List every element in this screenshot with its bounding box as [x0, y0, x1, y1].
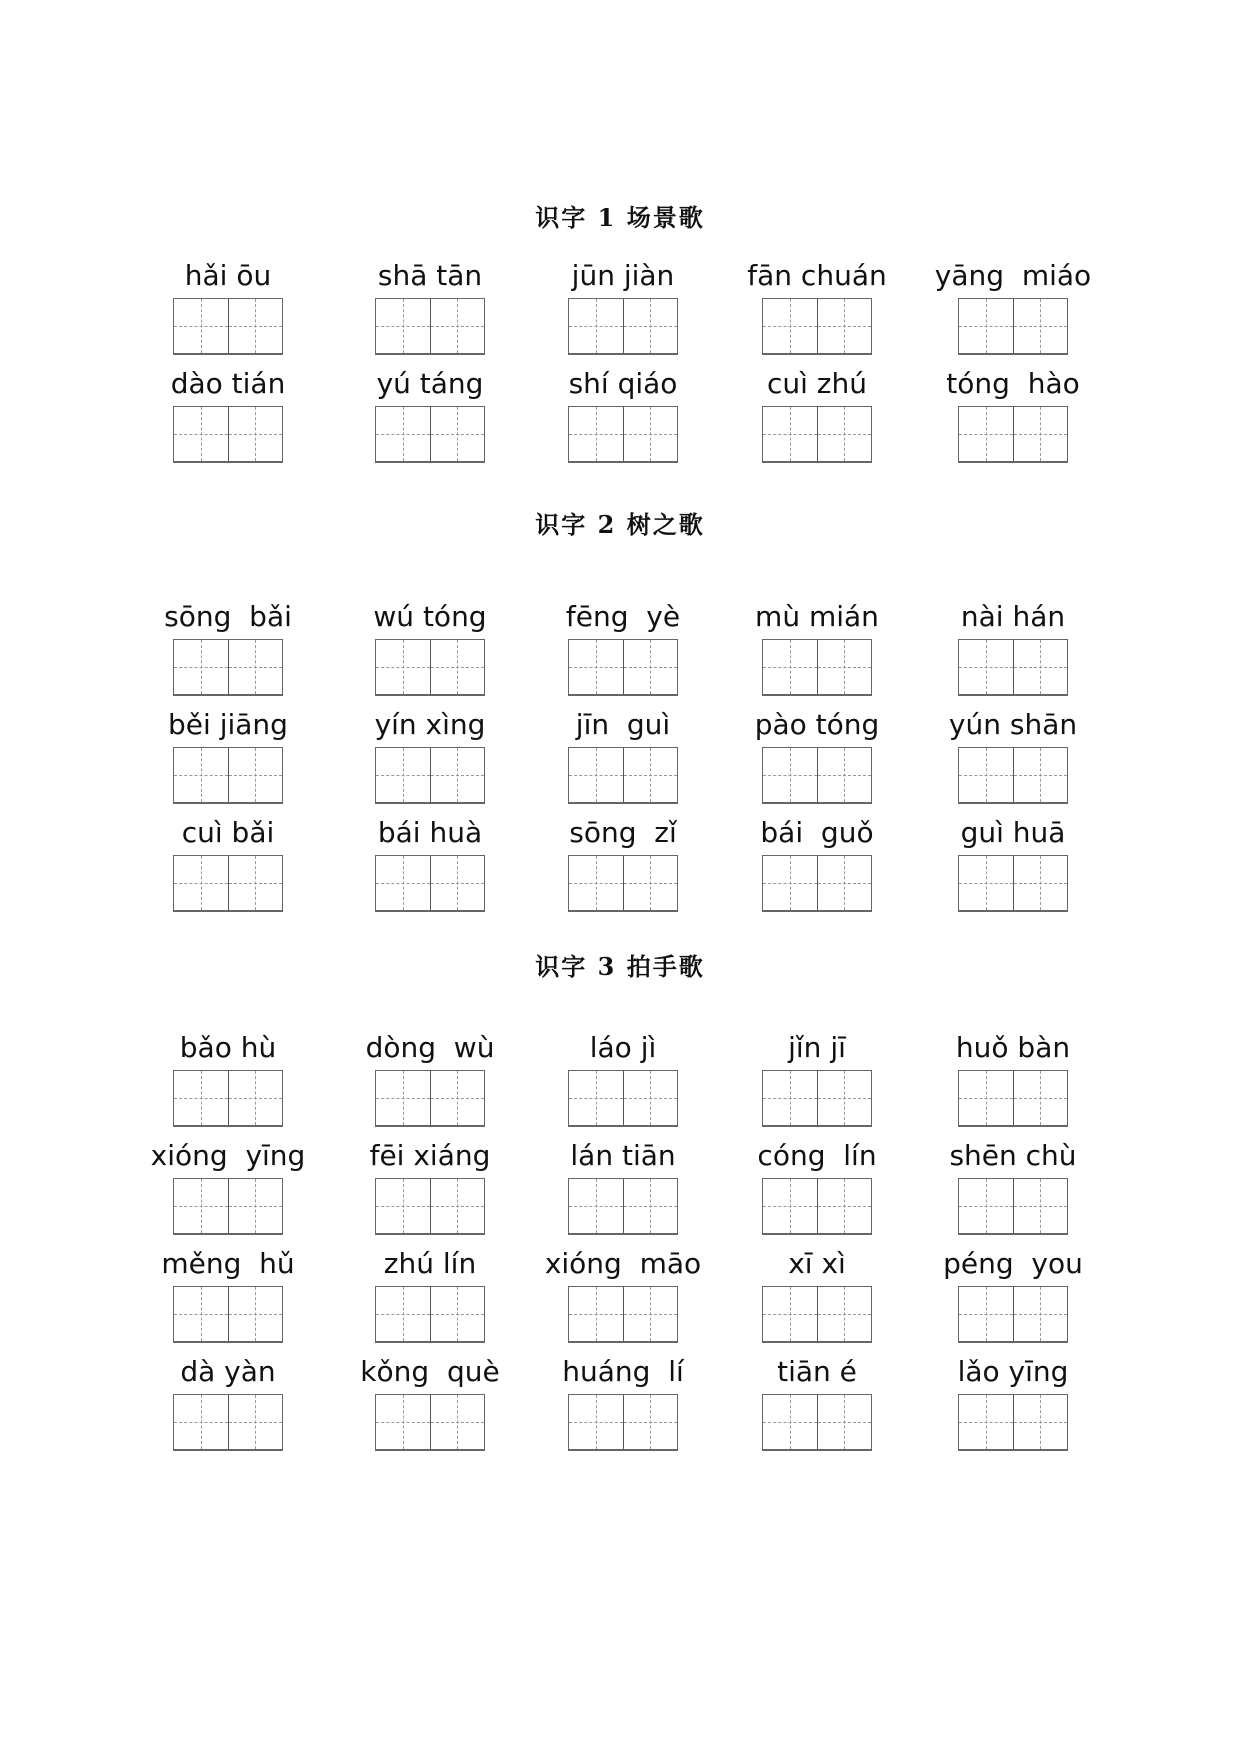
tianzige-cell[interactable]	[430, 1071, 485, 1125]
tianzige-cell[interactable]	[376, 1071, 430, 1125]
tianzige-cell[interactable]	[959, 748, 1013, 802]
tianzige-cell[interactable]	[1013, 640, 1068, 694]
pinyin-label: nài hán	[960, 600, 1066, 633]
writing-grid-box[interactable]	[173, 406, 283, 463]
tianzige-cell[interactable]	[1013, 1179, 1068, 1233]
pinyin-label: mù mián	[755, 600, 879, 633]
tianzige-cell[interactable]	[763, 407, 817, 461]
tianzige-cell[interactable]	[174, 640, 228, 694]
tianzige-cell[interactable]	[959, 1395, 1013, 1449]
tianzige-cell[interactable]	[763, 299, 817, 353]
pinyin-label: lǎo yīng	[957, 1355, 1069, 1388]
pinyin-label: cuì bǎi	[181, 816, 275, 849]
tianzige-cell[interactable]	[569, 1179, 623, 1233]
writing-grid-box[interactable]	[568, 406, 678, 463]
writing-grid-box[interactable]	[568, 639, 678, 696]
tianzige-cell[interactable]	[569, 748, 623, 802]
pinyin-label: měng hǔ	[161, 1247, 295, 1280]
writing-grid-box[interactable]	[568, 1178, 678, 1235]
pinyin-label: láo jì	[589, 1031, 657, 1064]
writing-grid-box[interactable]	[173, 1070, 283, 1127]
tianzige-cell[interactable]	[569, 640, 623, 694]
tianzige-cell[interactable]	[763, 856, 817, 910]
tianzige-cell[interactable]	[430, 1179, 485, 1233]
tianzige-cell[interactable]	[959, 1287, 1013, 1341]
tianzige-cell[interactable]	[430, 856, 485, 910]
pinyin-label: hǎi ōu	[184, 259, 272, 292]
pinyin-label: fēi xiáng	[369, 1139, 491, 1172]
pinyin-label: tóng hào	[946, 367, 1080, 400]
tianzige-cell[interactable]	[959, 640, 1013, 694]
pinyin-label: jūn jiàn	[571, 259, 675, 292]
writing-grid-box[interactable]	[762, 1394, 872, 1451]
tianzige-cell[interactable]	[623, 1179, 678, 1233]
pinyin-label: cóng lín	[757, 1139, 877, 1172]
tianzige-cell[interactable]	[174, 1179, 228, 1233]
tianzige-cell[interactable]	[376, 1179, 430, 1233]
pinyin-label: dòng wù	[365, 1031, 495, 1064]
pinyin-label: shā tān	[377, 259, 483, 292]
tianzige-cell[interactable]	[959, 407, 1013, 461]
tianzige-cell[interactable]	[376, 1395, 430, 1449]
writing-grid-box[interactable]	[762, 406, 872, 463]
tianzige-cell[interactable]	[569, 407, 623, 461]
pinyin-label: fēng yè	[565, 600, 681, 633]
tianzige-cell[interactable]	[430, 640, 485, 694]
writing-grid-box[interactable]	[568, 1286, 678, 1343]
tianzige-cell[interactable]	[623, 407, 678, 461]
writing-grid-box[interactable]	[762, 298, 872, 355]
writing-grid-box[interactable]	[958, 1394, 1068, 1451]
tianzige-cell[interactable]	[174, 748, 228, 802]
pinyin-label: dà yàn	[180, 1355, 276, 1388]
writing-grid-box[interactable]	[958, 855, 1068, 912]
writing-grid-box[interactable]	[762, 1070, 872, 1127]
writing-grid-box[interactable]	[375, 298, 485, 355]
writing-grid-box[interactable]	[173, 639, 283, 696]
tianzige-cell[interactable]	[174, 1287, 228, 1341]
writing-grid-box[interactable]	[762, 1286, 872, 1343]
pinyin-label: lán tiān	[570, 1139, 676, 1172]
tianzige-cell[interactable]	[376, 299, 430, 353]
tianzige-cell[interactable]	[1013, 1071, 1068, 1125]
tianzige-cell[interactable]	[569, 1287, 623, 1341]
tianzige-cell[interactable]	[1013, 1395, 1068, 1449]
pinyin-label: jǐn jī	[788, 1031, 846, 1064]
tianzige-cell[interactable]	[623, 299, 678, 353]
tianzige-cell[interactable]	[174, 1395, 228, 1449]
writing-grid-box[interactable]	[568, 1394, 678, 1451]
tianzige-cell[interactable]	[174, 1071, 228, 1125]
tianzige-cell[interactable]	[959, 299, 1013, 353]
pinyin-label: xī xì	[788, 1247, 846, 1280]
tianzige-cell[interactable]	[228, 748, 283, 802]
writing-grid-box[interactable]	[568, 1070, 678, 1127]
pinyin-label: xióng māo	[544, 1247, 702, 1280]
writing-grid-box[interactable]	[375, 1286, 485, 1343]
tianzige-cell[interactable]	[430, 299, 485, 353]
pinyin-label: huǒ bàn	[955, 1031, 1071, 1064]
tianzige-cell[interactable]	[569, 1071, 623, 1125]
tianzige-cell[interactable]	[763, 640, 817, 694]
tianzige-cell[interactable]	[623, 1071, 678, 1125]
pinyin-label: sōng zǐ	[569, 816, 677, 849]
tianzige-cell[interactable]	[228, 1287, 283, 1341]
pinyin-label: bǎo hù	[179, 1031, 277, 1064]
pinyin-label: bái guǒ	[760, 816, 874, 849]
tianzige-cell[interactable]	[623, 1287, 678, 1341]
tianzige-cell[interactable]	[228, 640, 283, 694]
tianzige-cell[interactable]	[174, 299, 228, 353]
pinyin-label: guì huā	[960, 816, 1066, 849]
tianzige-cell[interactable]	[228, 1071, 283, 1125]
pinyin-label: tiān é	[777, 1355, 857, 1388]
writing-grid-box[interactable]	[173, 855, 283, 912]
section-title: 识字 3 拍手歌	[535, 952, 705, 981]
tianzige-cell[interactable]	[174, 407, 228, 461]
pinyin-label: yú táng	[376, 367, 484, 400]
writing-grid-box[interactable]	[375, 1394, 485, 1451]
tianzige-cell[interactable]	[569, 856, 623, 910]
tianzige-cell[interactable]	[376, 748, 430, 802]
pinyin-label: xióng yīng	[150, 1139, 306, 1172]
pinyin-label: wú tóng	[373, 600, 487, 633]
writing-grid-box[interactable]	[958, 639, 1068, 696]
tianzige-cell[interactable]	[817, 748, 872, 802]
writing-grid-box[interactable]	[568, 747, 678, 804]
tianzige-cell[interactable]	[569, 299, 623, 353]
pinyin-label: yín xìng	[374, 708, 486, 741]
writing-grid-box[interactable]	[762, 855, 872, 912]
tianzige-cell[interactable]	[376, 640, 430, 694]
tianzige-cell[interactable]	[959, 856, 1013, 910]
tianzige-cell[interactable]	[959, 1179, 1013, 1233]
tianzige-cell[interactable]	[623, 748, 678, 802]
writing-grid-box[interactable]	[762, 1178, 872, 1235]
writing-grid-box[interactable]	[173, 1394, 283, 1451]
pinyin-label: cuì zhú	[766, 367, 867, 400]
tianzige-cell[interactable]	[228, 299, 283, 353]
writing-grid-box[interactable]	[375, 1178, 485, 1235]
writing-grid-box[interactable]	[568, 298, 678, 355]
writing-grid-box[interactable]	[958, 298, 1068, 355]
writing-grid-box[interactable]	[173, 747, 283, 804]
writing-grid-box[interactable]	[958, 747, 1068, 804]
tianzige-cell[interactable]	[817, 1287, 872, 1341]
pinyin-label: shēn chù	[949, 1139, 1077, 1172]
pinyin-label: sōng bǎi	[164, 600, 292, 633]
pinyin-label: jīn guì	[575, 708, 671, 741]
tianzige-cell[interactable]	[1013, 748, 1068, 802]
writing-grid-box[interactable]	[958, 406, 1068, 463]
tianzige-cell[interactable]	[430, 407, 485, 461]
writing-grid-box[interactable]	[568, 855, 678, 912]
tianzige-cell[interactable]	[763, 1395, 817, 1449]
tianzige-cell[interactable]	[569, 1395, 623, 1449]
tianzige-cell[interactable]	[174, 856, 228, 910]
pinyin-label: bái huà	[377, 816, 483, 849]
tianzige-cell[interactable]	[376, 1287, 430, 1341]
tianzige-cell[interactable]	[430, 748, 485, 802]
tianzige-cell[interactable]	[763, 1071, 817, 1125]
tianzige-cell[interactable]	[817, 1179, 872, 1233]
section-title: 识字 2 树之歌	[535, 510, 705, 539]
writing-grid-box[interactable]	[958, 1070, 1068, 1127]
tianzige-cell[interactable]	[228, 1395, 283, 1449]
tianzige-cell[interactable]	[1013, 299, 1068, 353]
writing-grid-box[interactable]	[375, 855, 485, 912]
tianzige-cell[interactable]	[623, 640, 678, 694]
tianzige-cell[interactable]	[817, 1071, 872, 1125]
pinyin-label: huáng lí	[562, 1355, 684, 1388]
tianzige-cell[interactable]	[1013, 407, 1068, 461]
pinyin-label: yāng miáo	[934, 259, 1092, 292]
pinyin-label: shí qiáo	[568, 367, 678, 400]
tianzige-cell[interactable]	[763, 1179, 817, 1233]
tianzige-cell[interactable]	[430, 1395, 485, 1449]
tianzige-cell[interactable]	[959, 1071, 1013, 1125]
writing-grid-box[interactable]	[958, 1178, 1068, 1235]
tianzige-cell[interactable]	[376, 856, 430, 910]
tianzige-cell[interactable]	[623, 856, 678, 910]
tianzige-cell[interactable]	[376, 407, 430, 461]
writing-grid-box[interactable]	[762, 639, 872, 696]
tianzige-cell[interactable]	[228, 407, 283, 461]
tianzige-cell[interactable]	[817, 1395, 872, 1449]
tianzige-cell[interactable]	[817, 299, 872, 353]
tianzige-cell[interactable]	[817, 640, 872, 694]
tianzige-cell[interactable]	[817, 407, 872, 461]
tianzige-cell[interactable]	[228, 856, 283, 910]
tianzige-cell[interactable]	[817, 856, 872, 910]
writing-grid-box[interactable]	[375, 406, 485, 463]
pinyin-label: yún shān	[948, 708, 1078, 741]
writing-grid-box[interactable]	[375, 1070, 485, 1127]
tianzige-cell[interactable]	[1013, 856, 1068, 910]
pinyin-label: fān chuán	[747, 259, 887, 292]
writing-grid-box[interactable]	[173, 298, 283, 355]
writing-grid-box[interactable]	[762, 747, 872, 804]
section-title: 识字 1 场景歌	[535, 203, 705, 232]
tianzige-cell[interactable]	[430, 1287, 485, 1341]
pinyin-label: péng you	[943, 1247, 1083, 1280]
writing-grid-box[interactable]	[958, 1286, 1068, 1343]
tianzige-cell[interactable]	[1013, 1287, 1068, 1341]
pinyin-label: dào tián	[170, 367, 286, 400]
writing-grid-box[interactable]	[375, 747, 485, 804]
pinyin-label: kǒng què	[360, 1355, 500, 1388]
pinyin-label: běi jiāng	[168, 708, 288, 741]
pinyin-label: zhú lín	[383, 1247, 477, 1280]
tianzige-cell[interactable]	[228, 1179, 283, 1233]
tianzige-cell[interactable]	[623, 1395, 678, 1449]
writing-grid-box[interactable]	[173, 1178, 283, 1235]
tianzige-cell[interactable]	[763, 748, 817, 802]
tianzige-cell[interactable]	[763, 1287, 817, 1341]
writing-grid-box[interactable]	[375, 639, 485, 696]
pinyin-label: pào tóng	[754, 708, 880, 741]
writing-grid-box[interactable]	[173, 1286, 283, 1343]
